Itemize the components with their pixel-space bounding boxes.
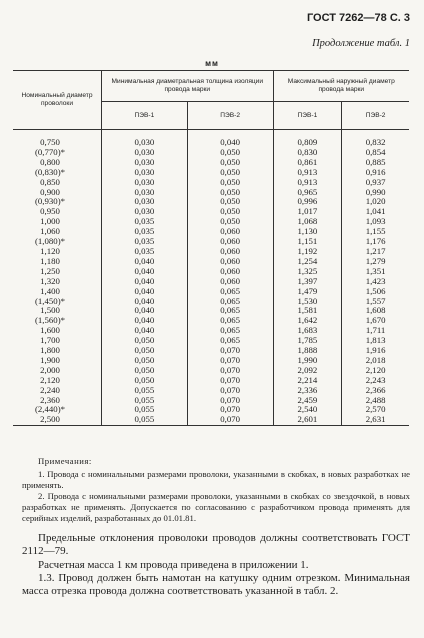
table-cell: 1,506 xyxy=(365,285,386,296)
table-cell: 0,035 xyxy=(102,237,188,247)
wire-dimensions-table xyxy=(13,70,409,426)
table-continuation-label: Продолжение табл. 1 xyxy=(312,38,410,49)
sub-header: ПЭВ-2 xyxy=(187,102,273,130)
table-cell: 2,488 xyxy=(365,394,386,405)
body-paragraph: 1.3. Провод должен быть намотан на катушку одним отрезком. Минимальная масса отрезка провода должна соответствовать указанной в табл. 2. xyxy=(22,571,410,598)
table-cell: 1,325 xyxy=(273,267,342,277)
table-row xyxy=(13,376,409,386)
note-item: 1. Провода с номинальными размерами проволоки, указанными в скобках, в новых разработках не применять. xyxy=(22,469,410,490)
table-row xyxy=(13,287,409,297)
table-cell: 2,336 xyxy=(273,386,342,396)
sub-header: ПЭВ-1 xyxy=(102,102,188,130)
table-cell: 0,050 xyxy=(187,188,273,198)
notes-block xyxy=(22,456,410,524)
sub-header: ПЭВ-2 xyxy=(342,102,409,130)
table-cell: 0,070 xyxy=(187,356,273,366)
table-row xyxy=(13,326,409,336)
table-row xyxy=(13,197,409,207)
table-cell: 1,180 xyxy=(13,257,102,267)
table-cell: 0,065 xyxy=(187,306,273,316)
table-row xyxy=(13,217,409,227)
table-row xyxy=(13,336,409,346)
table-cell: 1,900 xyxy=(13,356,102,366)
table-cell: (2,440)* xyxy=(13,405,102,415)
table-cell: 1,041 xyxy=(365,206,386,217)
group-outer-diameter-header: Максимальный наружный диаметр провода марки xyxy=(273,71,409,102)
table-cell: 0,065 xyxy=(187,316,273,326)
table-cell: 0,050 xyxy=(102,366,188,376)
table-cell: 0,030 xyxy=(102,207,188,217)
table-cell: 0,950 xyxy=(13,207,102,217)
table-cell: 0,070 xyxy=(187,396,273,406)
table-cell: 0,885 xyxy=(365,156,386,167)
table-row xyxy=(13,366,409,376)
table-cell: 2,459 xyxy=(273,396,342,406)
table-cell: 0,070 xyxy=(187,386,273,396)
table-cell: 1,320 xyxy=(13,277,102,287)
table-cell: 2,500 xyxy=(13,415,102,425)
table-cell: 0,937 xyxy=(365,176,386,187)
table-cell: 1,217 xyxy=(365,245,386,256)
table-row xyxy=(13,415,409,425)
table-cell: 0,070 xyxy=(187,346,273,356)
table-cell: 1,670 xyxy=(365,315,386,326)
table-cell: 1,557 xyxy=(365,295,386,306)
table-body xyxy=(13,130,409,426)
table-cell: 1,192 xyxy=(273,247,342,257)
table-cell: 0,065 xyxy=(187,297,273,307)
table-row xyxy=(13,130,409,148)
table-cell: 0,996 xyxy=(273,197,342,207)
table-cell: 0,861 xyxy=(273,158,342,168)
table-cell: 0,040 xyxy=(102,277,188,287)
table-cell: 0,040 xyxy=(102,267,188,277)
table-cell: 2,092 xyxy=(273,366,342,376)
table-cell: 0,060 xyxy=(187,237,273,247)
table-cell: 1,581 xyxy=(273,306,342,316)
table-cell: 2,570 xyxy=(365,404,386,415)
table-cell: 0,750 xyxy=(13,130,102,148)
table-cell: 0,916 xyxy=(365,166,386,177)
table-cell: (1,560)* xyxy=(13,316,102,326)
table-cell: 2,631 xyxy=(342,415,409,425)
col-nominal-diameter-header: Номинальный диаметр проволоки xyxy=(13,71,102,130)
table-cell: 1,060 xyxy=(13,227,102,237)
table-row xyxy=(13,207,409,217)
table-row xyxy=(13,168,409,178)
table-cell: 1,785 xyxy=(273,336,342,346)
table-cell: 2,120 xyxy=(13,376,102,386)
table-cell: 1,351 xyxy=(365,265,386,276)
table-cell: 0,050 xyxy=(187,217,273,227)
table-cell: 0,070 xyxy=(187,366,273,376)
table-cell: 0,050 xyxy=(187,148,273,158)
table-row xyxy=(13,178,409,188)
table-cell: 1,683 xyxy=(273,326,342,336)
table-row xyxy=(13,346,409,356)
table-cell: 1,916 xyxy=(365,345,386,356)
table-cell: 0,055 xyxy=(102,386,188,396)
table-cell: (0,930)* xyxy=(13,197,102,207)
table-cell: 0,900 xyxy=(13,188,102,198)
table-row xyxy=(13,277,409,287)
table-cell: 1,120 xyxy=(13,247,102,257)
table-cell: 1,254 xyxy=(273,257,342,267)
table-cell: 0,050 xyxy=(187,168,273,178)
table-cell: 1,700 xyxy=(13,336,102,346)
table-cell: 0,055 xyxy=(102,415,188,425)
table-cell: (0,830)* xyxy=(13,168,102,178)
table-cell: 0,040 xyxy=(102,297,188,307)
table-cell: 0,060 xyxy=(187,247,273,257)
table-cell: 1,813 xyxy=(365,335,386,346)
table-cell: 2,366 xyxy=(365,384,386,395)
table-row xyxy=(13,257,409,267)
table-cell: (0,770)* xyxy=(13,148,102,158)
table-cell: 1,990 xyxy=(273,356,342,366)
table-row xyxy=(13,306,409,316)
table-row xyxy=(13,297,409,307)
table-row xyxy=(13,316,409,326)
table-cell: 0,809 xyxy=(273,130,342,148)
table-row xyxy=(13,227,409,237)
table-cell: 1,608 xyxy=(365,305,386,316)
table-cell: 0,040 xyxy=(102,287,188,297)
table-unit: мм xyxy=(205,59,219,68)
table-cell: 2,120 xyxy=(365,364,386,375)
table-cell: 1,711 xyxy=(365,325,386,336)
table-cell: 1,600 xyxy=(13,326,102,336)
table-cell: 0,065 xyxy=(187,326,273,336)
table-row xyxy=(13,396,409,406)
table-cell: 1,530 xyxy=(273,297,342,307)
table-cell: 2,243 xyxy=(365,374,386,385)
table-cell: 0,070 xyxy=(187,376,273,386)
table-cell: 0,030 xyxy=(102,130,188,148)
table-row xyxy=(13,267,409,277)
table-cell: 0,055 xyxy=(102,405,188,415)
group-insulation-header: Минимальная диаметральная толщина изоляции провода марки xyxy=(102,71,274,102)
table-cell: 2,214 xyxy=(273,376,342,386)
table-cell: 1,397 xyxy=(273,277,342,287)
table-cell: 0,040 xyxy=(102,257,188,267)
table-cell: 0,854 xyxy=(365,146,386,157)
table-cell: 0,913 xyxy=(273,168,342,178)
table-cell: 0,050 xyxy=(102,336,188,346)
table-cell: 0,030 xyxy=(102,178,188,188)
table-cell: 1,017 xyxy=(273,207,342,217)
table-cell: 1,068 xyxy=(273,217,342,227)
table-cell: 0,832 xyxy=(365,137,386,147)
table-cell: 0,030 xyxy=(102,158,188,168)
table-cell: 0,070 xyxy=(187,415,273,425)
table-cell: 1,400 xyxy=(13,287,102,297)
table-cell: 2,240 xyxy=(13,386,102,396)
table-cell: 1,151 xyxy=(273,237,342,247)
table-cell: 1,279 xyxy=(365,255,386,266)
table-row xyxy=(13,386,409,396)
table-cell: 0,035 xyxy=(102,227,188,237)
table-cell: 1,800 xyxy=(13,346,102,356)
table-cell: 1,500 xyxy=(13,306,102,316)
table-cell: 0,040 xyxy=(187,130,273,148)
table-cell: 0,030 xyxy=(102,188,188,198)
sub-header: ПЭВ-1 xyxy=(273,102,342,130)
table-cell: 1,176 xyxy=(365,236,386,247)
body-text xyxy=(22,532,410,598)
table-cell: 0,055 xyxy=(102,396,188,406)
table-cell: 0,060 xyxy=(187,267,273,277)
table-cell: 1,642 xyxy=(273,316,342,326)
table-cell: 2,018 xyxy=(365,354,386,365)
table-cell: 0,050 xyxy=(102,376,188,386)
table-cell: 2,360 xyxy=(13,396,102,406)
table-row xyxy=(13,158,409,168)
body-paragraph: Предельные отклонения проволоки проводов должны соответствовать ГОСТ 2112—79. xyxy=(22,532,410,558)
table-row xyxy=(13,188,409,198)
table-cell: 0,030 xyxy=(102,197,188,207)
table-cell: 0,050 xyxy=(102,356,188,366)
table-cell: 0,040 xyxy=(102,316,188,326)
table-cell: 0,050 xyxy=(187,197,273,207)
table-cell: 0,035 xyxy=(102,217,188,227)
table-cell: (1,080)* xyxy=(13,237,102,247)
table-cell: 2,601 xyxy=(273,415,342,425)
table-cell: 0,060 xyxy=(187,257,273,267)
table-cell: 1,250 xyxy=(13,267,102,277)
table-cell: 0,040 xyxy=(102,326,188,336)
table-cell: 0,030 xyxy=(102,148,188,158)
table-cell: 0,035 xyxy=(102,247,188,257)
body-paragraph: Расчетная масса 1 км провода приведена в приложении 1. xyxy=(38,558,309,571)
table-cell: 1,020 xyxy=(365,196,386,207)
table-cell: 1,130 xyxy=(273,227,342,237)
table-cell: 1,000 xyxy=(13,217,102,227)
table-cell: 1,888 xyxy=(273,346,342,356)
table-row xyxy=(13,356,409,366)
table-row xyxy=(13,148,409,158)
table-cell: (1,450)* xyxy=(13,297,102,307)
table-cell: 0,070 xyxy=(187,405,273,415)
table-cell: 0,830 xyxy=(273,148,342,158)
table-cell: 0,050 xyxy=(102,346,188,356)
table-row xyxy=(13,247,409,257)
page-header: ГОСТ 7262—78 С. 3 xyxy=(306,12,410,24)
notes-title: Примечания: xyxy=(38,456,92,466)
table-row xyxy=(13,237,409,247)
table-cell: 0,965 xyxy=(273,188,342,198)
table-row xyxy=(13,405,409,415)
table-cell: 0,050 xyxy=(187,207,273,217)
table-cell: 0,060 xyxy=(187,277,273,287)
table-cell: 0,050 xyxy=(187,178,273,188)
table-cell: 0,050 xyxy=(187,158,273,168)
table-cell: 0,990 xyxy=(365,186,386,197)
table-cell: 0,850 xyxy=(13,178,102,188)
table-cell: 2,000 xyxy=(13,366,102,376)
table-cell: 1,093 xyxy=(365,216,386,227)
table-cell: 0,065 xyxy=(187,287,273,297)
table-cell: 0,800 xyxy=(13,158,102,168)
table-cell: 2,540 xyxy=(273,405,342,415)
table-cell: 1,155 xyxy=(365,226,386,237)
note-item: 2. Провода с номинальными размерами проволоки, указанными в скобках со звездочкой, в новых разработках не применять. Допускается по согласованию с разработчиком провода применять для серийных изделий, разработанных до 01.01.81. xyxy=(22,491,410,523)
table-cell: 0,060 xyxy=(187,227,273,237)
table-cell: 0,065 xyxy=(187,336,273,346)
table-cell: 1,423 xyxy=(365,275,386,286)
table-cell: 0,040 xyxy=(102,306,188,316)
table-cell: 0,913 xyxy=(273,178,342,188)
table-cell: 1,479 xyxy=(273,287,342,297)
table-cell: 0,030 xyxy=(102,168,188,178)
